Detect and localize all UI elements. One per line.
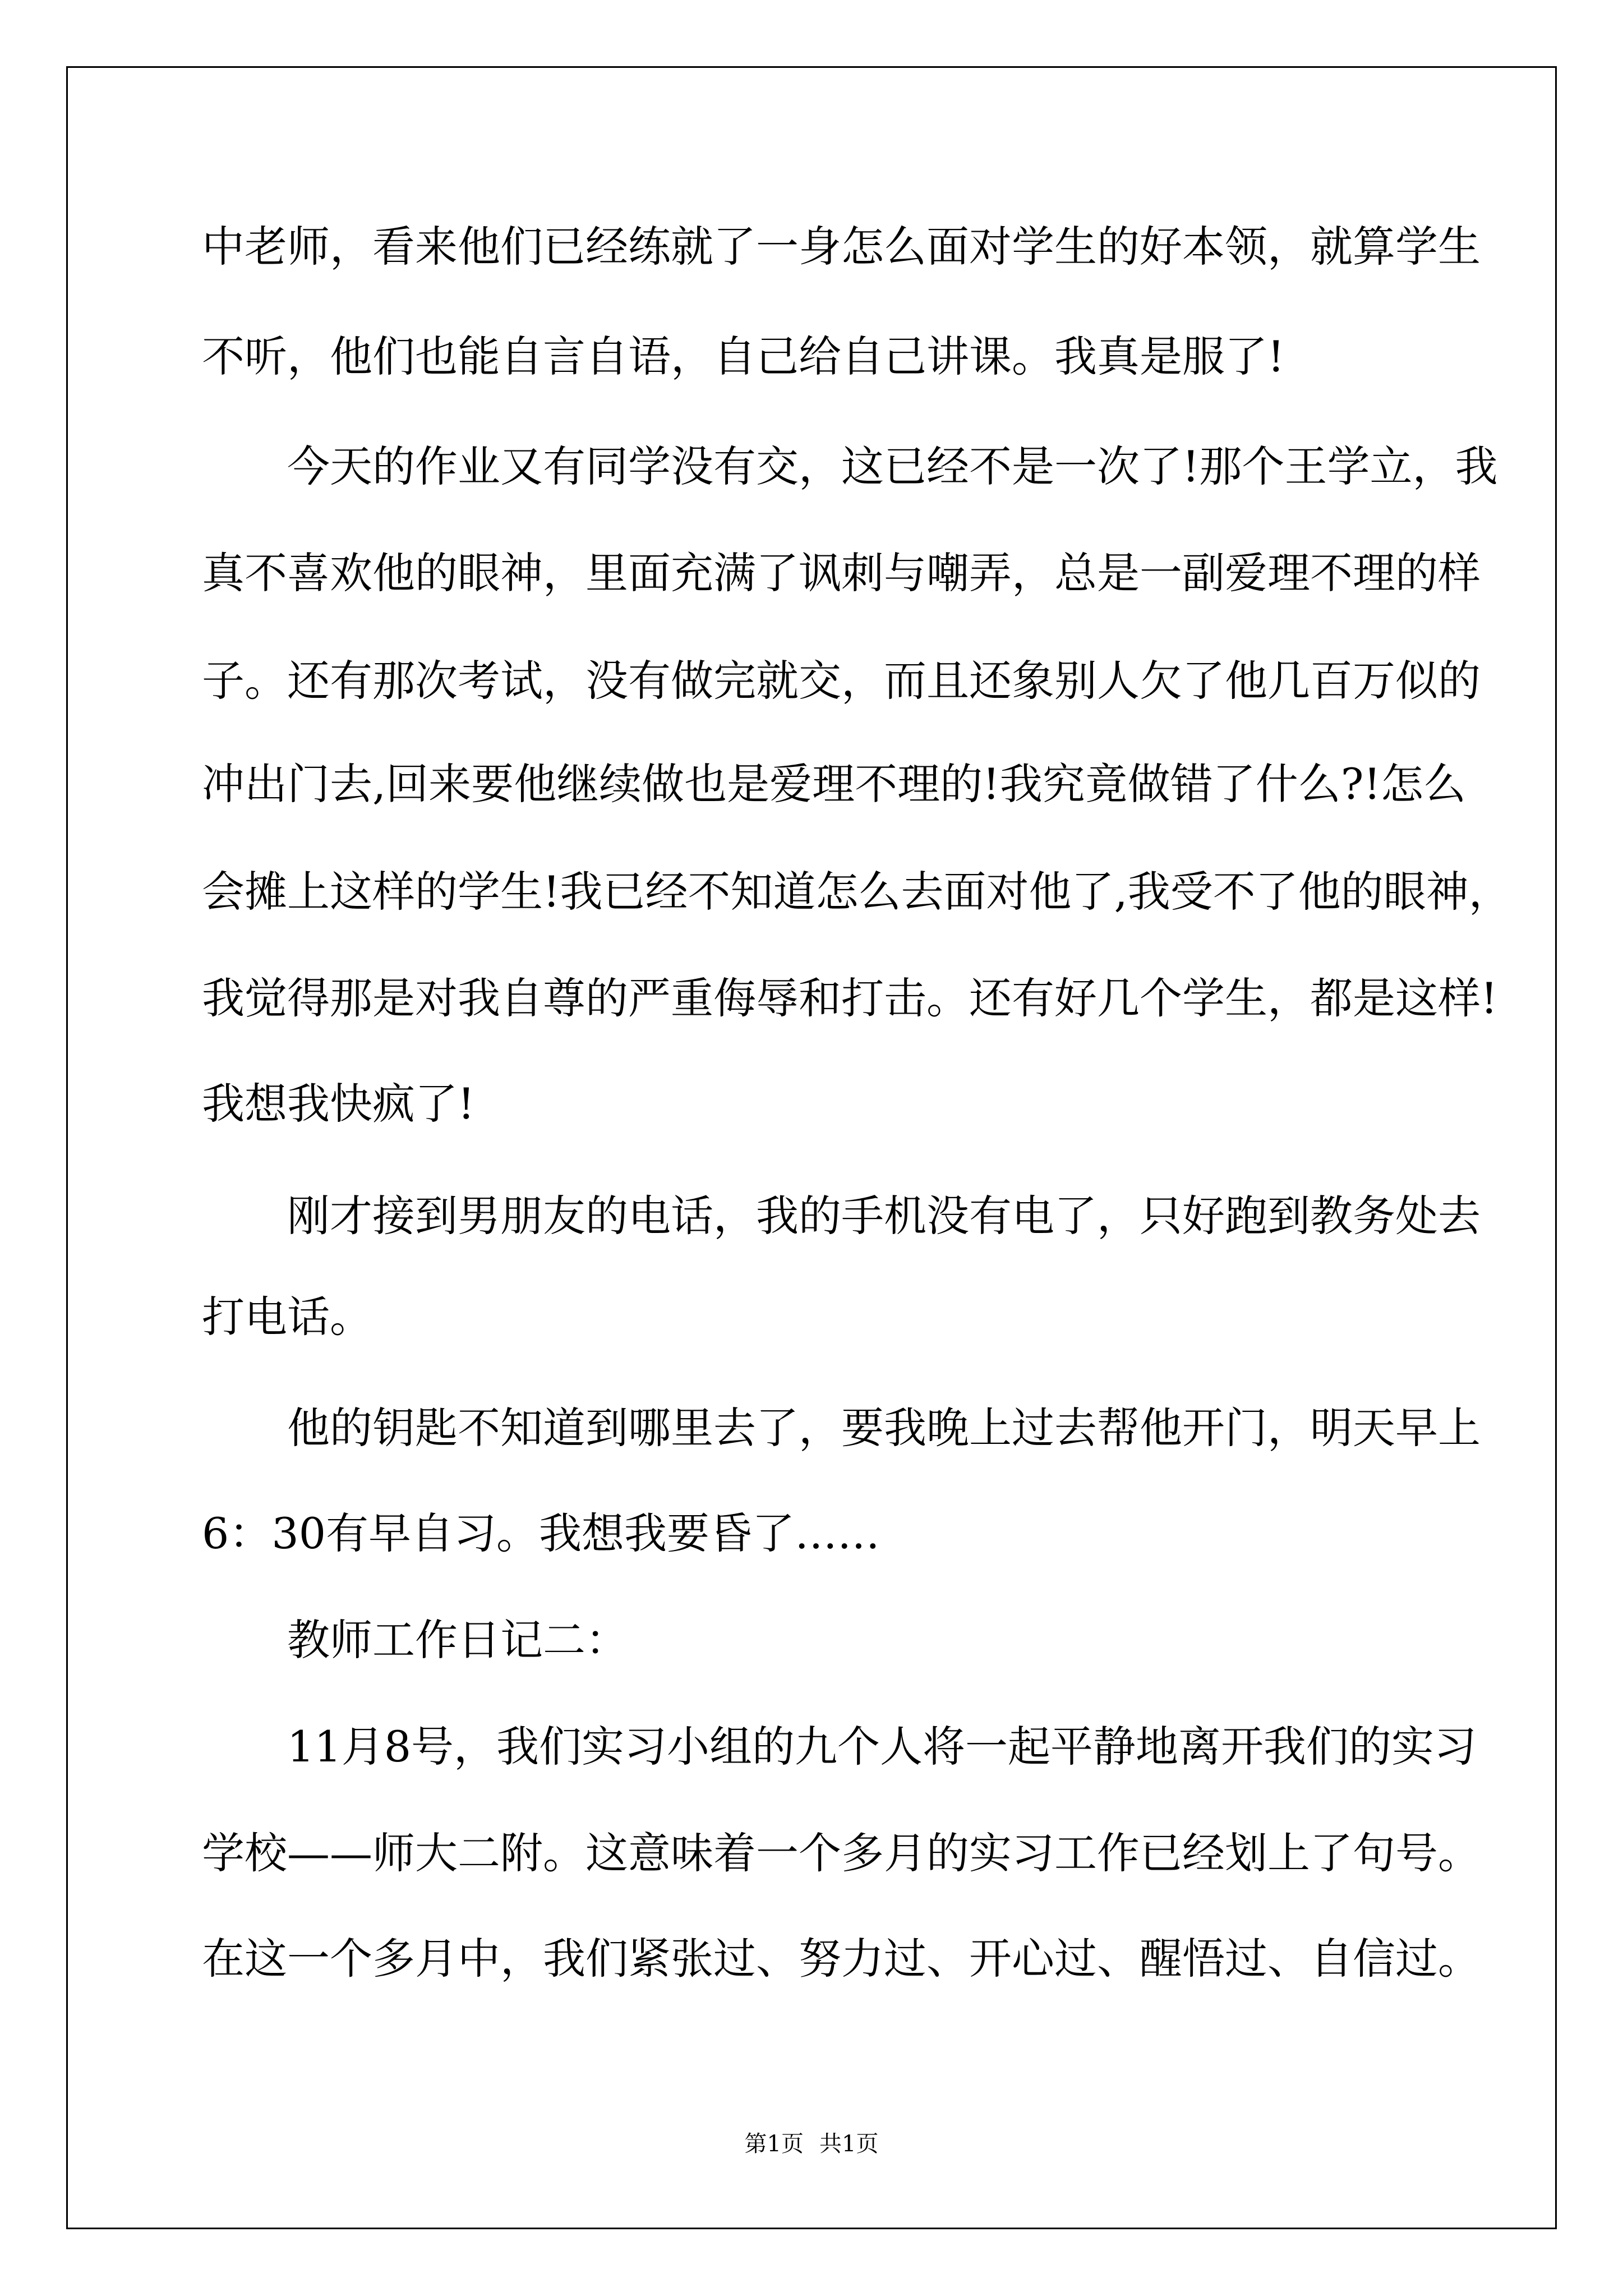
text-line: 不听，他们也能自言自语，自己给自己讲课。我真是服了! bbox=[202, 332, 1285, 381]
text-line: 真不喜欢他的眼神，里面充满了讽刺与嘲弄，总是一副爱理不理的样 bbox=[202, 548, 1481, 598]
text-line: 刚才接到男朋友的电话，我的手机没有电了，只好跑到教务处去 bbox=[202, 1191, 1481, 1241]
text-line: 我想我快疯了! bbox=[202, 1079, 475, 1129]
text-line: 教师工作日记二： bbox=[202, 1615, 628, 1665]
text-line: 我觉得那是对我自尊的严重侮辱和打击。还有好几个学生，都是这样! bbox=[202, 973, 1498, 1023]
page-footer bbox=[0, 2126, 1623, 2158]
text-line: 会摊上这样的学生!我已经不知道怎么去面对他了,我受不了他的眼神， bbox=[202, 867, 1511, 917]
text-line: 中老师，看来他们已经练就了一身怎么面对学生的好本领，就算学生 bbox=[202, 222, 1481, 272]
text-line: 他的钥匙不知道到哪里去了，要我晚上过去帮他开门，明天早上 bbox=[202, 1403, 1481, 1453]
text-line: 6：30有早自习。我想我要昏了…… bbox=[202, 1508, 880, 1558]
text-line: 打电话。 bbox=[202, 1292, 372, 1342]
text-line: 在这一个多月中，我们紧张过、努力过、开心过、醒悟过、自信过。 bbox=[202, 1934, 1481, 1984]
text-line: 子。还有那次考试，没有做完就交，而且还象别人欠了他几百万似的 bbox=[202, 656, 1481, 706]
text-line: 冲出门去,回来要他继续做也是爱理不理的!我究竟做错了什么?!怎么 bbox=[202, 759, 1466, 809]
page-total: 共1页 bbox=[819, 2131, 879, 2157]
text-line: 11月8号，我们实习小组的九个人将一起平静地离开我们的实习 bbox=[202, 1722, 1477, 1772]
page-number: 第1页 bbox=[744, 2131, 804, 2157]
page-border bbox=[66, 66, 1557, 2229]
text-line: 学校——师大二附。这意味着一个多月的实习工作已经划上了句号。 bbox=[202, 1828, 1481, 1878]
text-line: 今天的作业又有同学没有交，这已经不是一次了!那个王学立，我 bbox=[202, 441, 1498, 491]
